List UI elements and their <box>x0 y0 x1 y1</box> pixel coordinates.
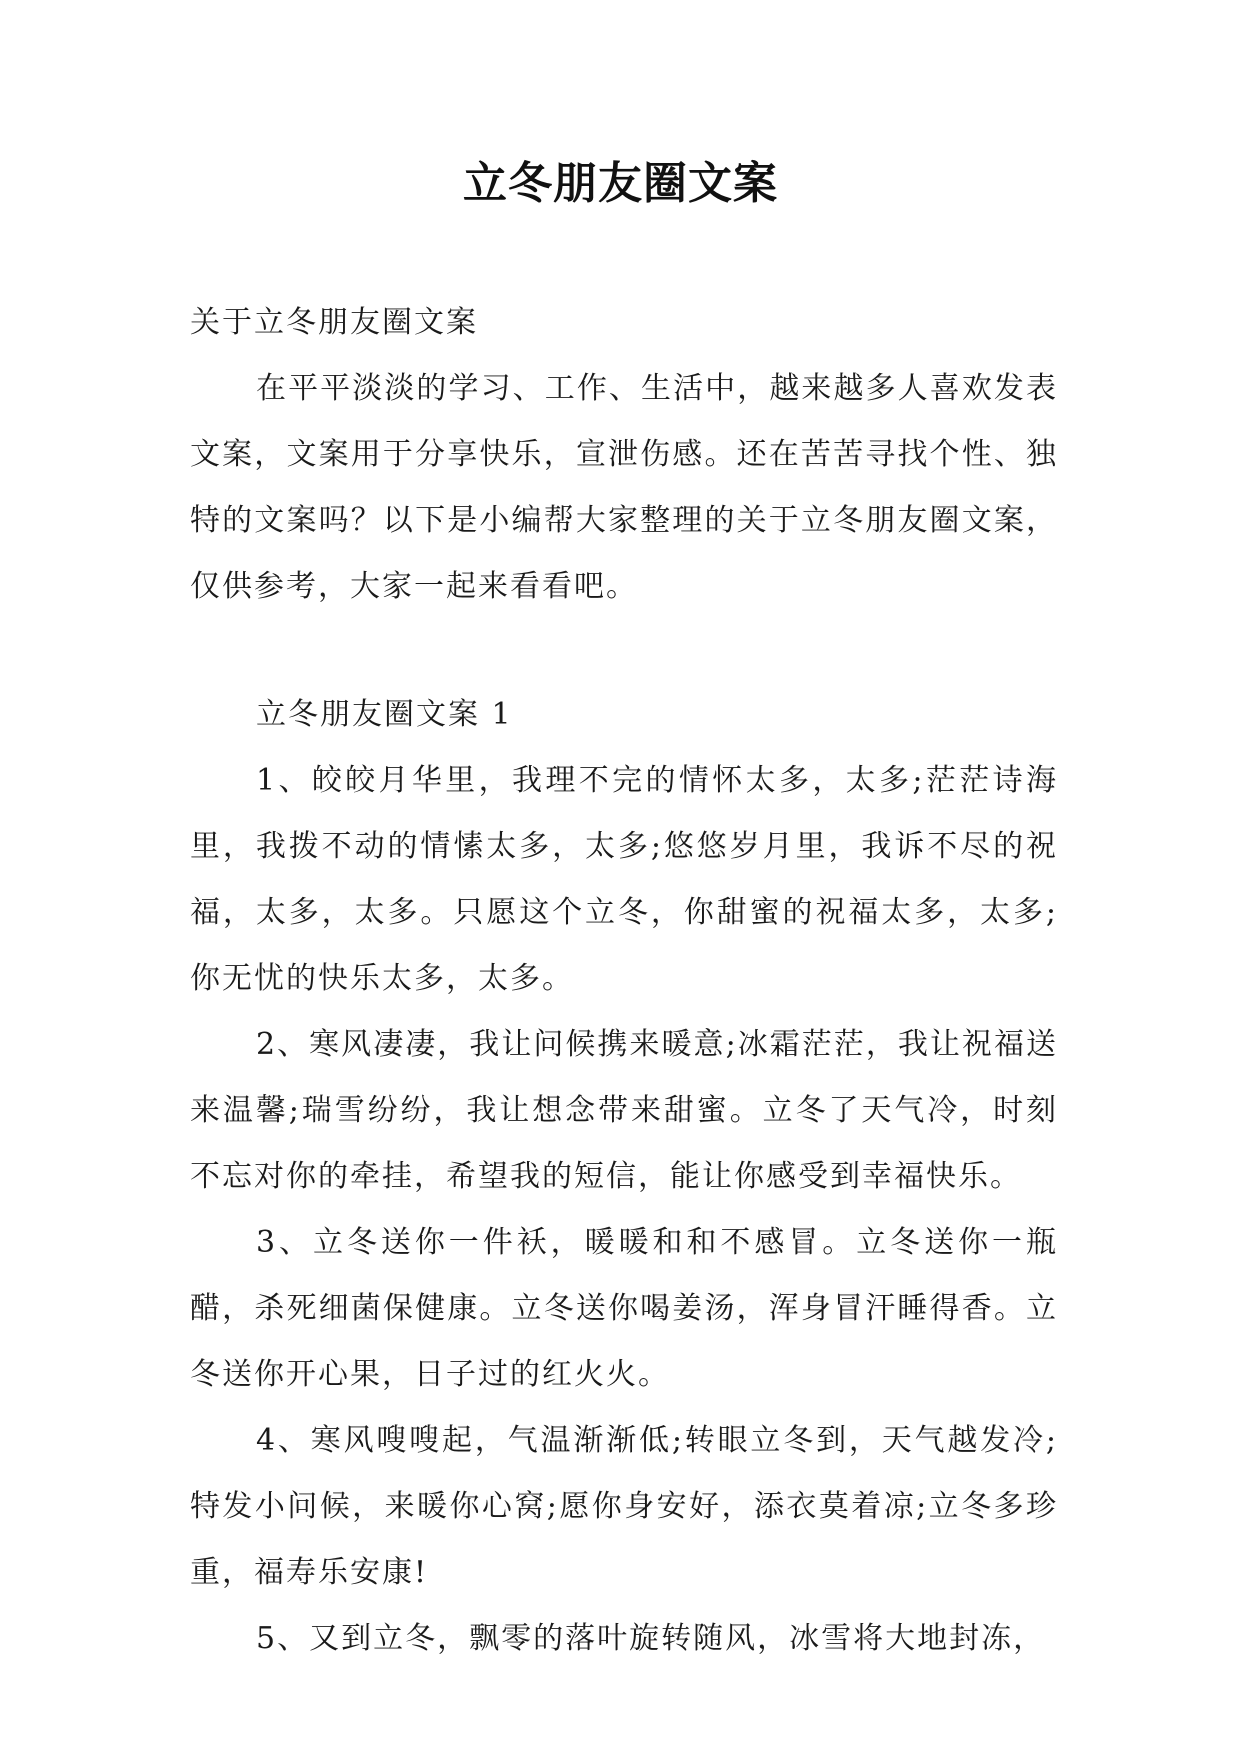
list-item: 1、皎皎月华里，我理不完的情怀太多，太多;茫茫诗海里，我拨不动的情愫太多，太多;悠悠岁月里，我诉不尽的祝福，太多，太多。只愿这个立冬，你甜蜜的祝福太多，太多;你无忧的快乐太多，太多。 <box>190 763 1058 996</box>
list-item: 5、又到立冬，飘零的落叶旋转随风，冰雪将大地封冻， <box>256 1621 1046 1656</box>
document-subtitle: 关于立冬朋友圈文案 <box>190 305 478 340</box>
document-body <box>190 290 1058 1672</box>
list-item: 2、寒风凄凄，我让问候携来暖意;冰霜茫茫，我让祝福送来温馨;瑞雪纷纷，我让想念带来甜蜜。立冬了天气冷，时刻不忘对你的牵挂，希望我的短信，能让你感受到幸福快乐。 <box>190 1027 1058 1194</box>
list-item: 4、寒风嗖嗖起，气温渐渐低;转眼立冬到，天气越发冷;特发小问候，来暖你心窝;愿你身安好，添衣莫着凉;立冬多珍重，福寿乐安康! <box>190 1423 1058 1590</box>
section-spacer <box>190 620 1058 682</box>
section-heading: 立冬朋友圈文案 1 <box>256 697 513 732</box>
intro-paragraph: 在平平淡淡的学习、工作、生活中，越来越多人喜欢发表文案，文案用于分享快乐，宣泄伤感。还在苦苦寻找个性、独特的文案吗？以下是小编帮大家整理的关于立冬朋友圈文案，仅供参考，大家一起来看看吧。 <box>190 371 1058 604</box>
list-item: 3、立冬送你一件袄，暖暖和和不感冒。立冬送你一瓶醋，杀死细菌保健康。立冬送你喝姜汤，浑身冒汗睡得香。立冬送你开心果，日子过的红火火。 <box>190 1225 1058 1392</box>
document-title: 立冬朋友圈文案 <box>463 158 778 209</box>
